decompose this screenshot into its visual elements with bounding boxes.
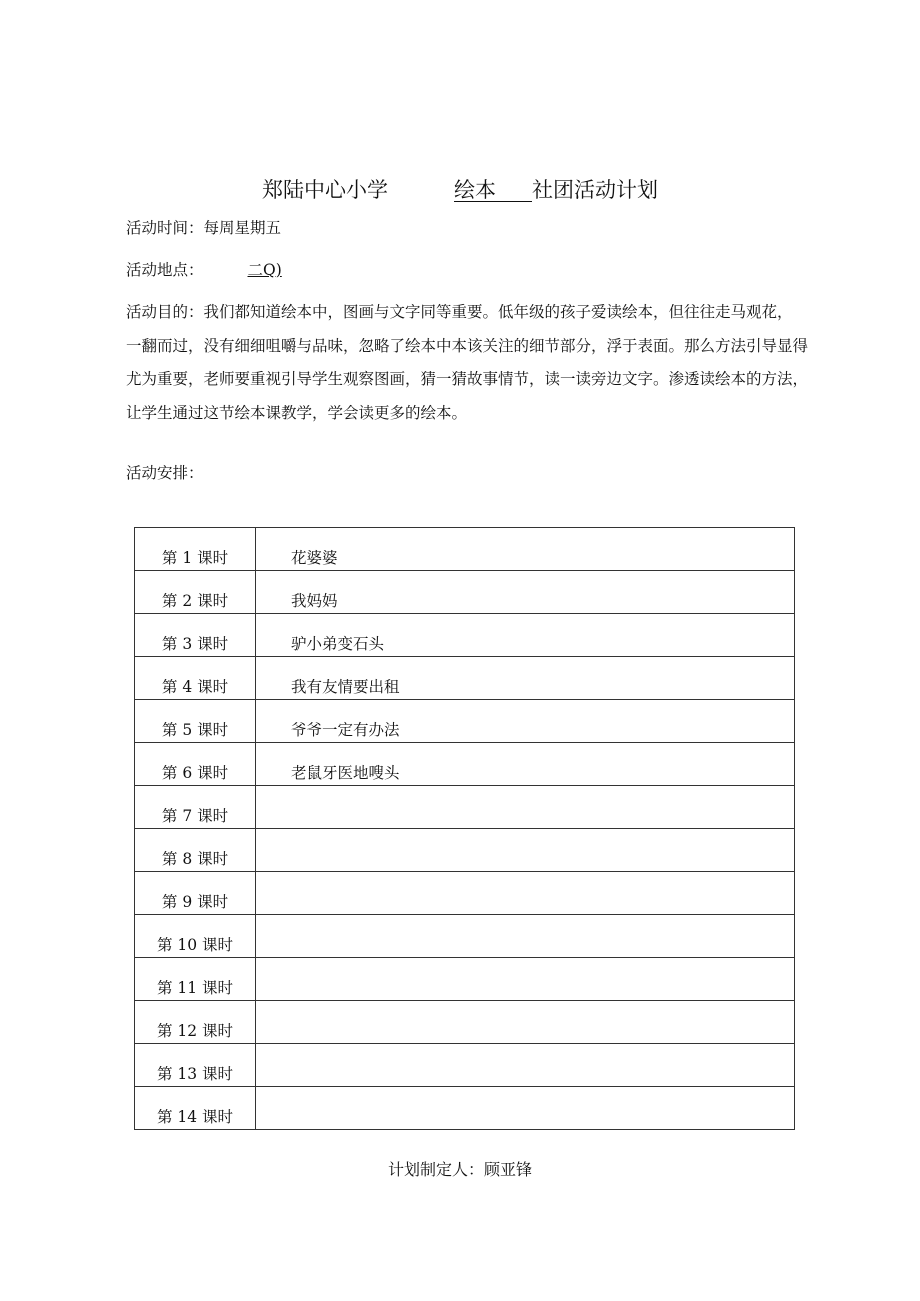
book-cell: 我妈妈 xyxy=(256,571,795,614)
lesson-cell: 第 13 课时 xyxy=(135,1044,256,1087)
lesson-cell: 第 7 课时 xyxy=(135,786,256,829)
lesson-cell: 第 11 课时 xyxy=(135,958,256,1001)
lesson-cell: 第 5 课时 xyxy=(135,700,256,743)
table-row xyxy=(135,528,795,571)
lesson-cell: 第 8 课时 xyxy=(135,829,256,872)
activity-time-label: 活动时间： xyxy=(126,219,204,237)
table-row xyxy=(135,1044,795,1087)
lesson-cell: 第 1 课时 xyxy=(135,528,256,571)
activity-time xyxy=(126,216,281,238)
activity-place-value: 二Q) xyxy=(247,261,282,279)
book-cell: 我有友情要出租 xyxy=(256,657,795,700)
school-name: 郑陆中心小学 xyxy=(262,178,388,202)
activity-place-label: 活动地点： xyxy=(126,261,204,279)
plan-author: 计划制定人：顾亚锋 xyxy=(387,1160,532,1179)
book-cell: 老鼠牙医地嗖头 xyxy=(256,743,795,786)
activity-purpose xyxy=(126,296,816,430)
book-cell xyxy=(256,872,795,915)
lesson-cell: 第 3 课时 xyxy=(135,614,256,657)
book-cell: 花婆婆 xyxy=(256,528,795,571)
book-cell xyxy=(256,1001,795,1044)
book-cell xyxy=(256,829,795,872)
purpose-line: 尤为重要，老师要重视引导学生观察图画，猜一猜故事情节，读一读旁边文字。渗透读绘本的方法， xyxy=(126,370,809,388)
table-row xyxy=(135,829,795,872)
activity-time-value: 每周星期五 xyxy=(203,219,282,237)
lesson-cell: 第 10 课时 xyxy=(135,915,256,958)
activity-place xyxy=(126,258,282,280)
purpose-line: 让学生通过这节绘本课教学，学会读更多的绘本。 xyxy=(126,403,468,422)
purpose-line: 活动目的：我们都知道绘本中，图画与文字同等重要。低年级的孩子爱读绘本，但往往走马观花， xyxy=(126,303,793,321)
purpose-line: 一翻而过，没有细细咀嚼与品味，忽略了绘本中本该关注的细节部分，浮于表面。那么方法引导显得 xyxy=(126,336,809,355)
schedule-table xyxy=(134,527,795,1130)
book-cell xyxy=(256,786,795,829)
document-title xyxy=(0,174,920,204)
book-cell: 驴小弟变石头 xyxy=(256,614,795,657)
lesson-cell: 第 2 课时 xyxy=(135,571,256,614)
table-row xyxy=(135,700,795,743)
table-row xyxy=(135,958,795,1001)
table-row xyxy=(135,657,795,700)
club-subject: 绘本 xyxy=(454,179,532,202)
book-cell xyxy=(256,958,795,1001)
book-cell xyxy=(256,915,795,958)
lesson-cell: 第 9 课时 xyxy=(135,872,256,915)
table-row xyxy=(135,743,795,786)
lesson-cell: 第 6 课时 xyxy=(135,743,256,786)
title-suffix: 社团活动计划 xyxy=(532,178,658,202)
book-cell xyxy=(256,1044,795,1087)
table-row xyxy=(135,1001,795,1044)
table-row xyxy=(135,614,795,657)
lesson-cell: 第 4 课时 xyxy=(135,657,256,700)
lesson-cell: 第 12 课时 xyxy=(135,1001,256,1044)
lesson-cell: 第 14 课时 xyxy=(135,1087,256,1130)
book-cell: 爷爷一定有办法 xyxy=(256,700,795,743)
book-cell xyxy=(256,1087,795,1130)
table-row xyxy=(135,786,795,829)
table-row xyxy=(135,872,795,915)
table-row xyxy=(135,571,795,614)
activity-arrangement-label: 活动安排： xyxy=(126,464,204,482)
table-row xyxy=(135,1087,795,1130)
table-row xyxy=(135,915,795,958)
